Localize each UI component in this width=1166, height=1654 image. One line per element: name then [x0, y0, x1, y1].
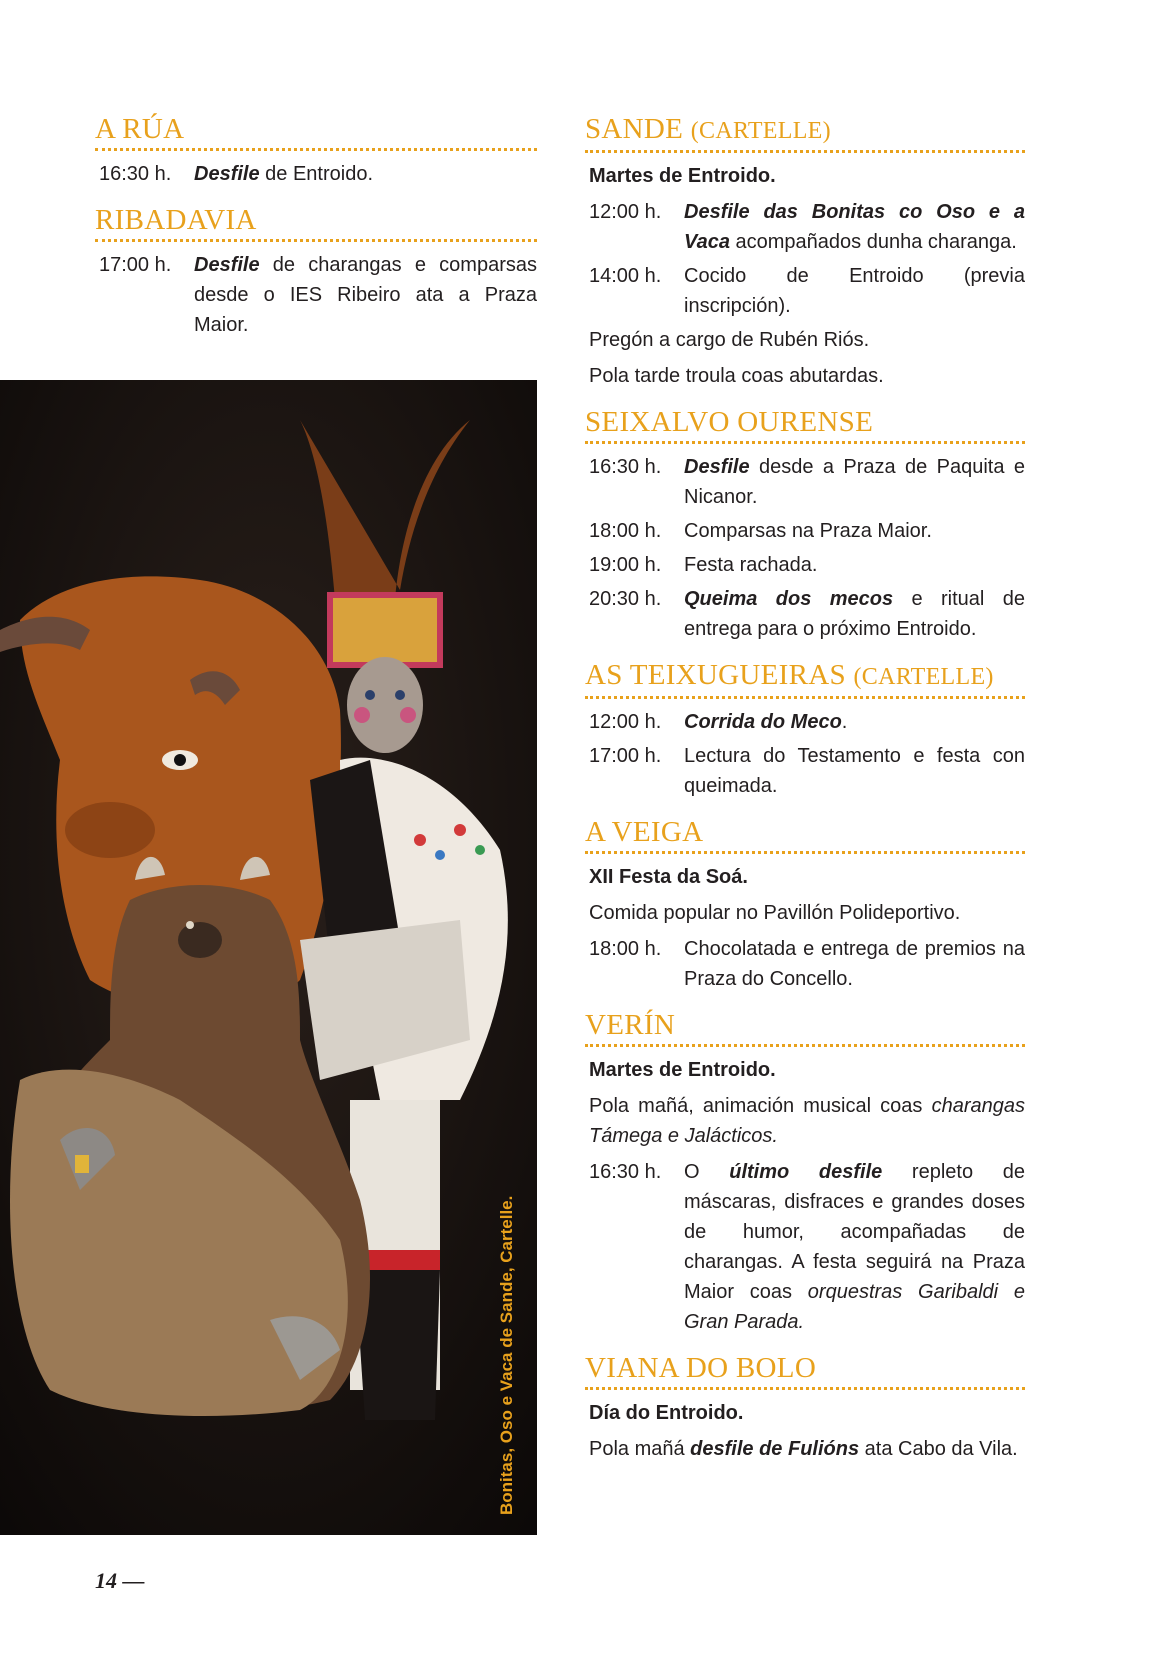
heading-sande — [585, 112, 1025, 153]
heading-subtext: (CARTELLE) — [853, 664, 994, 690]
section-viana-do-bolo — [585, 1351, 1025, 1464]
event-text: desde a Praza de Paquita e Nicanor. — [684, 456, 1025, 508]
event-desc — [684, 197, 1025, 257]
page-number: 14 — — [95, 1568, 145, 1593]
heading-subtext: (CARTELLE) — [690, 118, 831, 144]
event-highlight: Corrida do Meco — [684, 711, 842, 733]
day-label: Día do Entroido. — [589, 1402, 744, 1424]
event-text: de Entroido. — [259, 163, 374, 185]
day-label: XII Festa da Soá. — [589, 866, 748, 888]
event-highlight: Desfile — [194, 163, 260, 185]
event-row — [585, 516, 1025, 546]
event-desc: Lectura do Testamento e festa con queimada. — [684, 745, 1025, 797]
event-time: 18:00 h. — [589, 520, 662, 542]
heading-verin: VERÍN — [585, 1008, 1025, 1047]
event-desc — [684, 584, 1025, 644]
event-row — [585, 584, 1025, 644]
event-time: 16:30 h. — [589, 456, 662, 478]
event-time: 19:00 h. — [589, 554, 662, 576]
section-seixalvo — [585, 405, 1025, 644]
event-desc — [194, 159, 537, 189]
event-text: O — [684, 1161, 730, 1183]
event-italic: orquestras Garibaldi e Gran Parada. — [684, 1281, 1025, 1333]
event-text: acompañados dunha charanga. — [729, 231, 1017, 253]
event-time: 12:00 h. — [589, 201, 662, 223]
paragraph-italic: charangas Támega e Jalácticos. — [589, 1095, 1025, 1147]
paragraph-highlight: desfile de Fulións — [690, 1438, 860, 1460]
event-row — [585, 197, 1025, 257]
event-time: 16:30 h. — [589, 1161, 662, 1183]
event-text: e ritual de entrega para o próximo Entroido. — [684, 588, 1026, 640]
event-row — [585, 741, 1025, 801]
event-highlight: Queima dos mecos — [684, 588, 894, 610]
event-highlight: Desfile das Bonitas co Oso e a Vaca — [684, 201, 1025, 253]
heading-seixalvo: SEIXALVO OURENSE — [585, 405, 1025, 444]
section-teixugueiras — [585, 658, 1025, 801]
heading-ribadavia: RIBADAVIA — [95, 203, 537, 242]
event-highlight: Desfile — [194, 254, 260, 276]
section-a-veiga — [585, 815, 1025, 994]
heading-a-rua: A RÚA — [95, 112, 537, 151]
heading-viana-do-bolo: VIANA DO BOLO — [585, 1351, 1025, 1390]
event-text: de charangas e comparsas desde o IES Ribeiro ata a Praza Maior. — [194, 254, 537, 336]
section-sande — [585, 112, 1025, 391]
section-ribadavia — [95, 203, 537, 340]
event-time: 18:00 h. — [589, 938, 662, 960]
paragraph: Pola tarde troula coas abutardas. — [589, 365, 884, 387]
event-text: repleto de máscaras, disfraces e grandes doses de humor, acompañadas de charangas. A festa seguirá na Praza Maior coas — [684, 1161, 1026, 1303]
paragraph — [589, 1091, 1025, 1151]
right-column — [585, 112, 1025, 1478]
event-desc — [194, 250, 537, 340]
event-row — [585, 1157, 1025, 1337]
section-verin — [585, 1008, 1025, 1337]
left-column — [95, 112, 537, 354]
event-desc: Festa rachada. — [684, 554, 818, 576]
event-desc: Chocolatada e entrega de premios na Praza do Concello. — [684, 938, 1025, 990]
photo-costumes — [0, 380, 537, 1535]
section-a-rua — [95, 112, 537, 189]
event-time: 16:30 h. — [99, 163, 172, 185]
costume-illustration — [0, 380, 537, 1535]
day-label: Martes de Entroido. — [589, 1059, 776, 1081]
event-highlight: último desfile — [729, 1161, 883, 1183]
paragraph: Comida popular no Pavillón Polideportivo. — [589, 902, 961, 924]
event-row — [585, 707, 1025, 737]
photo-caption: Bonitas, Oso e Vaca de Sande, Cartelle. — [497, 1195, 516, 1515]
event-row — [585, 452, 1025, 512]
event-desc — [684, 1157, 1025, 1337]
event-time: 17:00 h. — [99, 254, 172, 276]
paragraph: Pregón a cargo de Rubén Riós. — [589, 329, 870, 351]
event-text: . — [841, 711, 848, 733]
heading-text: AS TEIXUGUEIRAS — [585, 659, 846, 691]
event-time: 17:00 h. — [589, 745, 662, 767]
paragraph-text: Pola mañá, animación musical coas — [589, 1095, 932, 1117]
paragraph-text: Pola mañá — [589, 1438, 691, 1460]
heading-teixugueiras — [585, 658, 1025, 699]
event-desc: Comparsas na Praza Maior. — [684, 520, 932, 542]
event-row — [95, 250, 537, 340]
event-time: 20:30 h. — [589, 588, 662, 610]
event-time: 12:00 h. — [589, 711, 662, 733]
event-row — [95, 159, 537, 189]
event-row — [585, 934, 1025, 994]
day-label: Martes de Entroido. — [589, 165, 776, 187]
event-desc — [684, 707, 1025, 737]
heading-a-veiga: A VEIGA — [585, 815, 1025, 854]
event-row — [585, 261, 1025, 321]
event-time: 14:00 h. — [589, 265, 662, 287]
paragraph — [589, 1434, 1025, 1464]
event-highlight: Desfile — [684, 456, 750, 478]
event-desc — [684, 452, 1025, 512]
heading-text: SANDE — [585, 113, 684, 145]
event-row — [585, 550, 1025, 580]
event-desc: Cocido de Entroido (previa inscripción). — [684, 265, 1025, 317]
paragraph-text: ata Cabo da Vila. — [859, 1438, 1018, 1460]
